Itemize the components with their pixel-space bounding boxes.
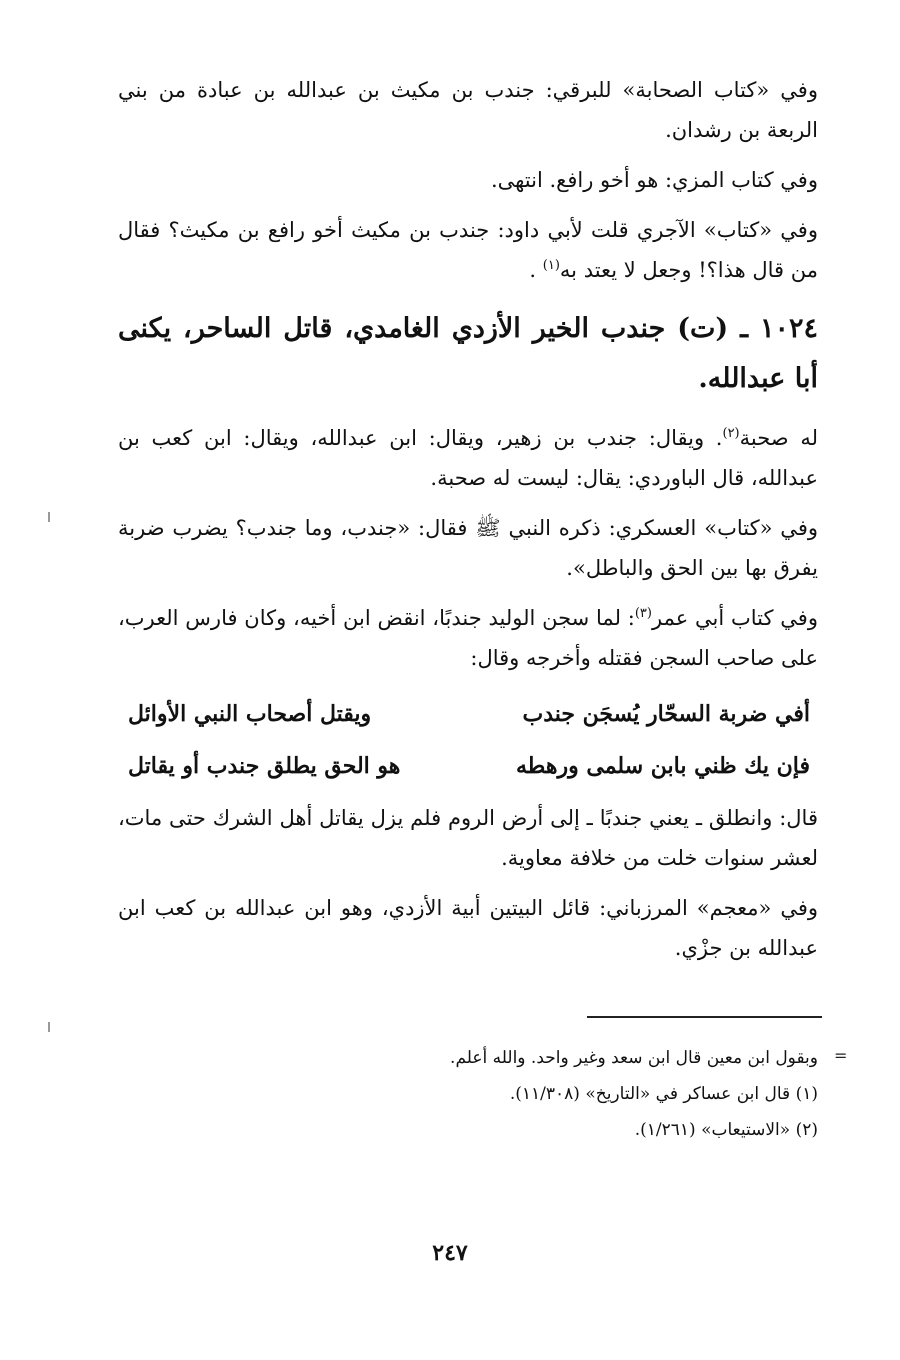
scan-mark [48, 512, 50, 522]
footnote-separator [587, 1016, 822, 1018]
main-text [118, 70, 818, 978]
poem-hemistich-first: فإن يك ظني بابن سلمى ورهطه [516, 753, 810, 779]
paragraph-rum: قال: وانطلق ـ يعني جندبًا ـ إلى أرض الروم فلم يزل يقاتل أهل الشرك حتى مات، لعشر سنوات خلت من خلافة معاوية. [118, 806, 818, 870]
poem-hemistich-second: ويقتل أصحاب النبي الأوائل [128, 701, 372, 727]
poem [118, 688, 818, 792]
paragraph-barqi: وفي «كتاب الصحابة» للبرقي: جندب بن مكيث بن عبدالله بن عبادة من بني الربعة بن رشدان. [118, 78, 818, 142]
footnote-1: (١) قال ابن عساكر في «التاريخ» (١١/٣٠٨). [509, 1084, 818, 1104]
poem-hemistich-first: أفي ضربة السحّار يُسجَن جندب [522, 701, 810, 727]
paragraph-abu-umar-before: وفي كتاب أبي عمر [651, 606, 818, 630]
footnote-ref-3[interactable]: (٣) [634, 606, 652, 621]
paragraph-askari [118, 508, 818, 588]
footnotes [118, 1040, 818, 1148]
page-number: ٢٤٧ [432, 1240, 468, 1266]
paragraph-abu-umar-after: : لما سجن الوليد جندبًا، انقض ابن أخيه، وكان فارس العرب، على صاحب السجن فقتله وأخرجه وقال: [118, 606, 818, 670]
paragraph-askari-text: وفي «كتاب» العسكري: ذكره النبي ﷺ فقال: «جندب، وما جندب؟ يضرب ضربة يفرق بها بين الحق والباطل». [118, 516, 818, 580]
paragraph-ajurri [118, 210, 818, 290]
paragraph-suhba-after: . ويقال: جندب بن زهير، ويقال: ابن عبدالله، ويقال: ابن كعب بن عبدالله، قال الباوردي: يقال: ليست له صحبة. [118, 426, 818, 490]
paragraph-abu-umar [118, 598, 818, 678]
paragraph-marzubani: وفي «معجم» المرزباني: قائل البيتين أبية الأزدي، وهو ابن عبدالله بن كعب ابن عبدالله بن جزْي. [118, 896, 818, 960]
footnote-ref-2[interactable]: (٢) [722, 426, 740, 441]
paragraph-mizzi: وفي كتاب المزي: هو أخو رافع. انتهى. [490, 168, 818, 192]
poem-verse [118, 688, 818, 740]
poem-hemistich-second: هو الحق يطلق جندب أو يقاتل [128, 753, 401, 779]
paragraph-ajurri-text: وفي «كتاب» الآجري قلت لأبي داود: جندب بن مكيث أخو رافع بن مكيث؟ فقال من قال هذا؟! وجعل لا يعتد به [118, 218, 818, 282]
footnote-ref-1[interactable]: (١) [542, 258, 560, 273]
entry-heading: ١٠٢٤ ـ (ت) جندب الخير الأزدي الغامدي، قاتل الساحر، يكنى أبا عبدالله. [118, 313, 818, 394]
paragraph-ajurri-tail: . [529, 258, 543, 282]
scan-mark [48, 1022, 50, 1032]
paragraph-suhba-before: له صحبة [739, 426, 818, 450]
footnote-continuation-mark: = [834, 1046, 848, 1065]
footnote-2: (٢) «الاستيعاب» (١/٢٦١). [634, 1120, 818, 1140]
poem-verse [118, 740, 818, 792]
footnote-continuation: وبقول ابن معين قال ابن سعد وغير واحد. والله أعلم. [450, 1048, 818, 1068]
paragraph-suhba [118, 418, 818, 498]
